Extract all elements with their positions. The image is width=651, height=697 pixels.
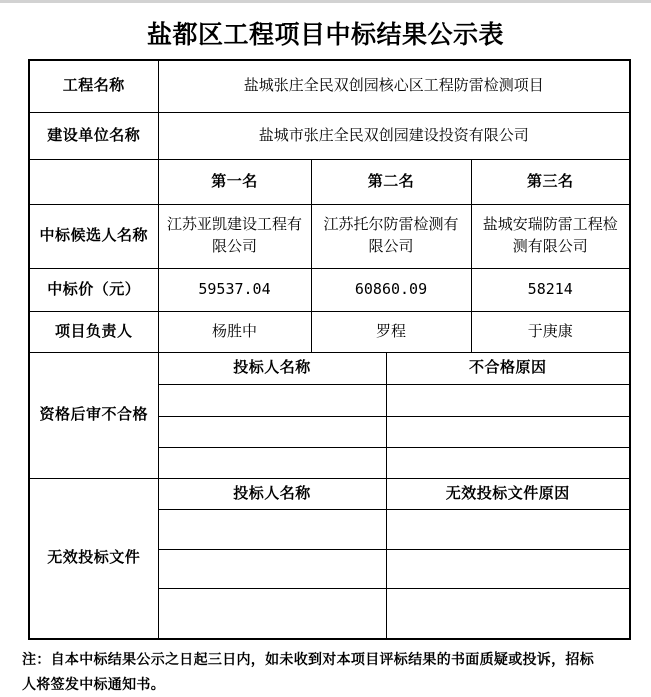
bid-price-1: 59537.04: [158, 268, 311, 311]
rank-header-third: 第三名: [471, 159, 630, 204]
bid-price-2: 60860.09: [311, 268, 471, 311]
bid-result-table: [28, 59, 631, 640]
row-rank-headers: [29, 159, 630, 204]
candidates-label: 中标候选人名称: [29, 204, 158, 268]
empty-cell: [158, 509, 386, 549]
post-qualification-bidder-header: 投标人名称: [158, 352, 386, 384]
top-grey-strip: [0, 0, 651, 3]
post-qualification-reason-header: 不合格原因: [386, 352, 630, 384]
empty-cell: [386, 447, 630, 478]
invalid-bid-reason-header: 无效投标文件原因: [386, 478, 630, 509]
empty-cell: [158, 588, 386, 639]
page-title: 盐都区工程项目中标结果公示表: [146, 21, 504, 49]
owner-name-value: 盐城市张庄全民双创园建设投资有限公司: [158, 112, 630, 159]
empty-cell: [386, 509, 630, 549]
bid-price-label: 中标价（元）: [29, 268, 158, 311]
empty-cell: [386, 384, 630, 416]
project-manager-label: 项目负责人: [29, 311, 158, 352]
empty-cell: [158, 384, 386, 416]
row-post-qualification-header: [29, 352, 630, 384]
rank-header-second: 第二名: [311, 159, 471, 204]
empty-cell: [386, 588, 630, 639]
owner-name-label: 建设单位名称: [29, 112, 158, 159]
row-candidates: [29, 204, 630, 268]
candidate-1: 江苏亚凯建设工程有限公司: [158, 204, 311, 268]
row-project-manager: [29, 311, 630, 352]
candidate-3: 盐城安瑞防雷工程检测有限公司: [471, 204, 630, 268]
empty-corner-cell: [29, 159, 158, 204]
row-owner-name: [29, 112, 630, 159]
invalid-bid-bidder-header: 投标人名称: [158, 478, 386, 509]
project-name-label: 工程名称: [29, 60, 158, 112]
empty-cell: [386, 416, 630, 447]
row-invalid-bid-header: [29, 478, 630, 509]
footer-note: 注：自本中标结果公示之日起三日内，如未收到对本项目评标结果的书面质疑或投诉，招标人将签发中标通知书。: [22, 651, 594, 692]
project-manager-1: 杨胜中: [158, 311, 311, 352]
post-qualification-label: 资格后审不合格: [29, 352, 158, 478]
project-name-value: 盐城张庄全民双创园核心区工程防雷检测项目: [158, 60, 630, 112]
bid-price-3: 58214: [471, 268, 630, 311]
candidate-2: 江苏托尔防雷检测有限公司: [311, 204, 471, 268]
empty-cell: [158, 416, 386, 447]
row-bid-price: [29, 268, 630, 311]
empty-cell: [386, 549, 630, 588]
invalid-bid-label: 无效投标文件: [29, 478, 158, 639]
rank-header-first: 第一名: [158, 159, 311, 204]
project-manager-3: 于庚康: [471, 311, 630, 352]
project-manager-2: 罗程: [311, 311, 471, 352]
empty-cell: [158, 447, 386, 478]
row-project-name: [29, 60, 630, 112]
empty-cell: [158, 549, 386, 588]
